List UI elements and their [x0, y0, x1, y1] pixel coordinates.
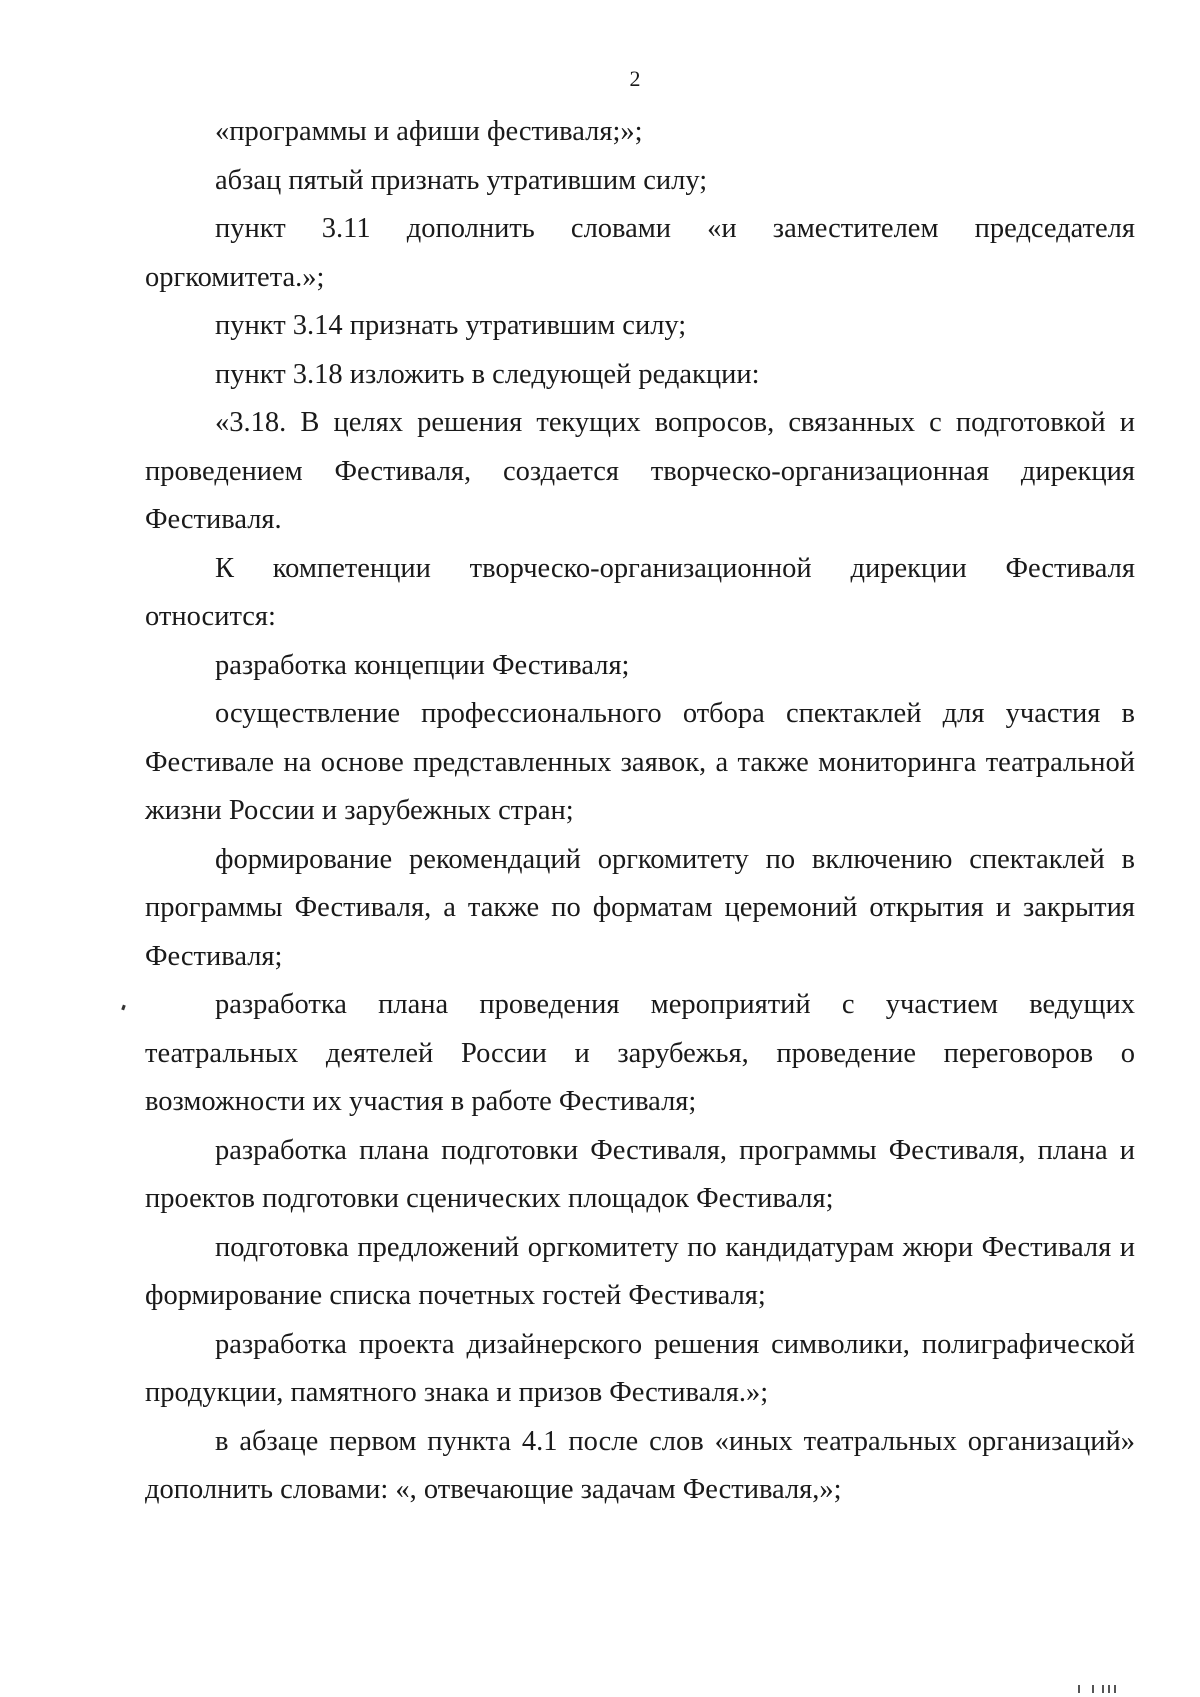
scan-specks [1078, 1683, 1138, 1693]
page-number: 2 [629, 66, 641, 91]
paragraph: «программы и афиши фестиваля;»; [215, 116, 643, 147]
paragraph: осуществление профессионального отбора спектаклей для участия в Фестивале на основе представленных заявок, а также мониторинга театральной жизни России и зарубежных стран; [145, 698, 1135, 826]
paragraph: пункт 3.18 изложить в следующей редакции: [215, 358, 760, 390]
paragraph: пункт 3.11 дополнить словами «и заместителем председателя оргкомитета.»; [145, 213, 1135, 293]
paragraph: «3.18. В целях решения текущих вопросов, связанных с подготовкой и проведением Фестиваля, создается творческо-организационная дирекция Фестиваля. [145, 407, 1135, 535]
paragraph: в абзаце первом пункта 4.1 после слов «иных театральных организаций» дополнить словами: «, отвечающие задачам Фестиваля,»; [145, 1425, 1135, 1505]
paragraph: разработка плана подготовки Фестиваля, программы Фестиваля, плана и проектов подготовки сценических площадок Фестиваля; [145, 1134, 1135, 1214]
paragraph: абзац пятый признать утратившим силу; [215, 164, 708, 196]
paragraph: разработка концепции Фестиваля; [215, 649, 630, 681]
paragraph: разработка проекта дизайнерского решения символики, полиграфической продукции, памятного знака и призов Фестиваля.»; [145, 1328, 1135, 1408]
document-body [145, 108, 1135, 1515]
paragraph: подготовка предложений оргкомитету по кандидатурам жюри Фестиваля и формирование списка почетных гостей Фестиваля; [145, 1231, 1135, 1311]
paragraph: разработка плана проведения мероприятий с участием ведущих театральных деятелей России и зарубежья, проведение переговоров о возможности их участия в работе Фестиваля; [145, 989, 1135, 1117]
paragraph: пункт 3.14 признать утратившим силу; [215, 310, 687, 341]
paragraph: формирование рекомендаций оргкомитету по включению спектаклей в программы Фестиваля, а также по форматам церемоний открытия и закрытия Фестиваля; [145, 843, 1135, 972]
scan-mark [121, 1005, 126, 1011]
paragraph: К компетенции творческо-организационной дирекции Фестиваля относится: [145, 552, 1135, 632]
